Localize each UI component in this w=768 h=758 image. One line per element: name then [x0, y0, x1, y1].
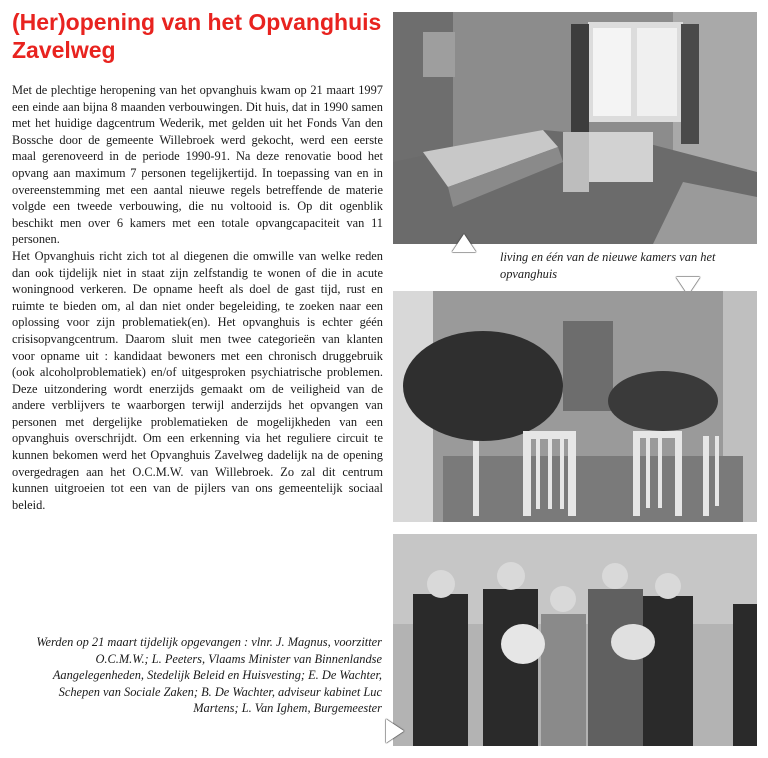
group-photo	[393, 534, 757, 746]
photo-caption: living en één van de nieuwe kamers van het opvanghuis	[500, 250, 716, 281]
article-paragraph: Met de plechtige heropening van het opvanghuis kwam op 21 maart 1997 een einde aan bijna 8 maanden verbouwingen. Dit huis, dat in 1990 samen met het huidige dagcentrum Wederik, met gelden uit het Fonds Van den Bossche door de gemeente Willebroek werd gekocht, werd een eerste maal gerenoveerd in de periode 1990-91. Na deze renovatie bood het opvang aan maximum 7 personen tegelijkertijd. In toepassing van en in overeenstemming met een aantal nieuwe regels betreffende de materie volgde een tweede verbouwing, die nu voltooid is. Op dit ogenblik beschikt men over 6 kamers met een totale opvangcapaciteit van 11 personen.	[12, 83, 383, 247]
article-paragraph: Het Opvanghuis richt zich tot al diegenen die omwille van welke reden dan ook tijdelijk niet in staat zijn zelfstandig te wonen of die in acute woningnood verkeren. De opname heeft als doel de gast tijd, rust en ruimte te bieden om, al dan niet onder begeleiding, te zoeken naar een oplossing voor zijn problematiek(en). Het opvanghuis is echter géén crisisopvangcentrum. Daarom sluit men twee categorieën van klanten voor opname uit : kandidaat bewoners met een chronisch druggebruik (ook alcoholproblematiek) en/of uitgesproken psychiatrische problemen. Deze uitzondering wordt enerzijds gemaakt om de veiligheid van de andere verblijvers te waarborgen terwijl anderzijds het opvangen van personen met dergelijke problematieken de mogelijkheden van een opvanghuis overschrijdt. Om een erkenning via het reguliere circuit te kunnen bekomen werd het Opvanghuis Zavelweg dadelijk na de opening overgedragen aan het O.C.M.W. van Willebroek. Zo zal dit centrum kunnen uitgroeien tot een van de pijlers van ons gemeentelijk sociaal beleid.	[12, 248, 383, 512]
arrow-right-icon	[386, 719, 404, 743]
arrow-up-icon	[452, 234, 476, 252]
living-room-photo	[393, 291, 757, 522]
article-title: (Her)opening van het Opvanghuis Zavelweg	[12, 9, 382, 63]
people-caption: Werden op 21 maart tijdelijk opgevangen : vlnr. J. Magnus, voorzitter O.C.M.W.; L. Peeters, Vlaams Minister van Binnenlandse Aangelegenheden, Stedelijk Beleid en Huisvesting; E. De Wachter, Schepen van Sociale Zaken; B. De Wachter, adviseur kabinet Luc Martens; L. Van Ighem, Burgemeester	[36, 635, 382, 716]
article-body	[12, 82, 383, 513]
bedroom-photo	[393, 12, 757, 244]
